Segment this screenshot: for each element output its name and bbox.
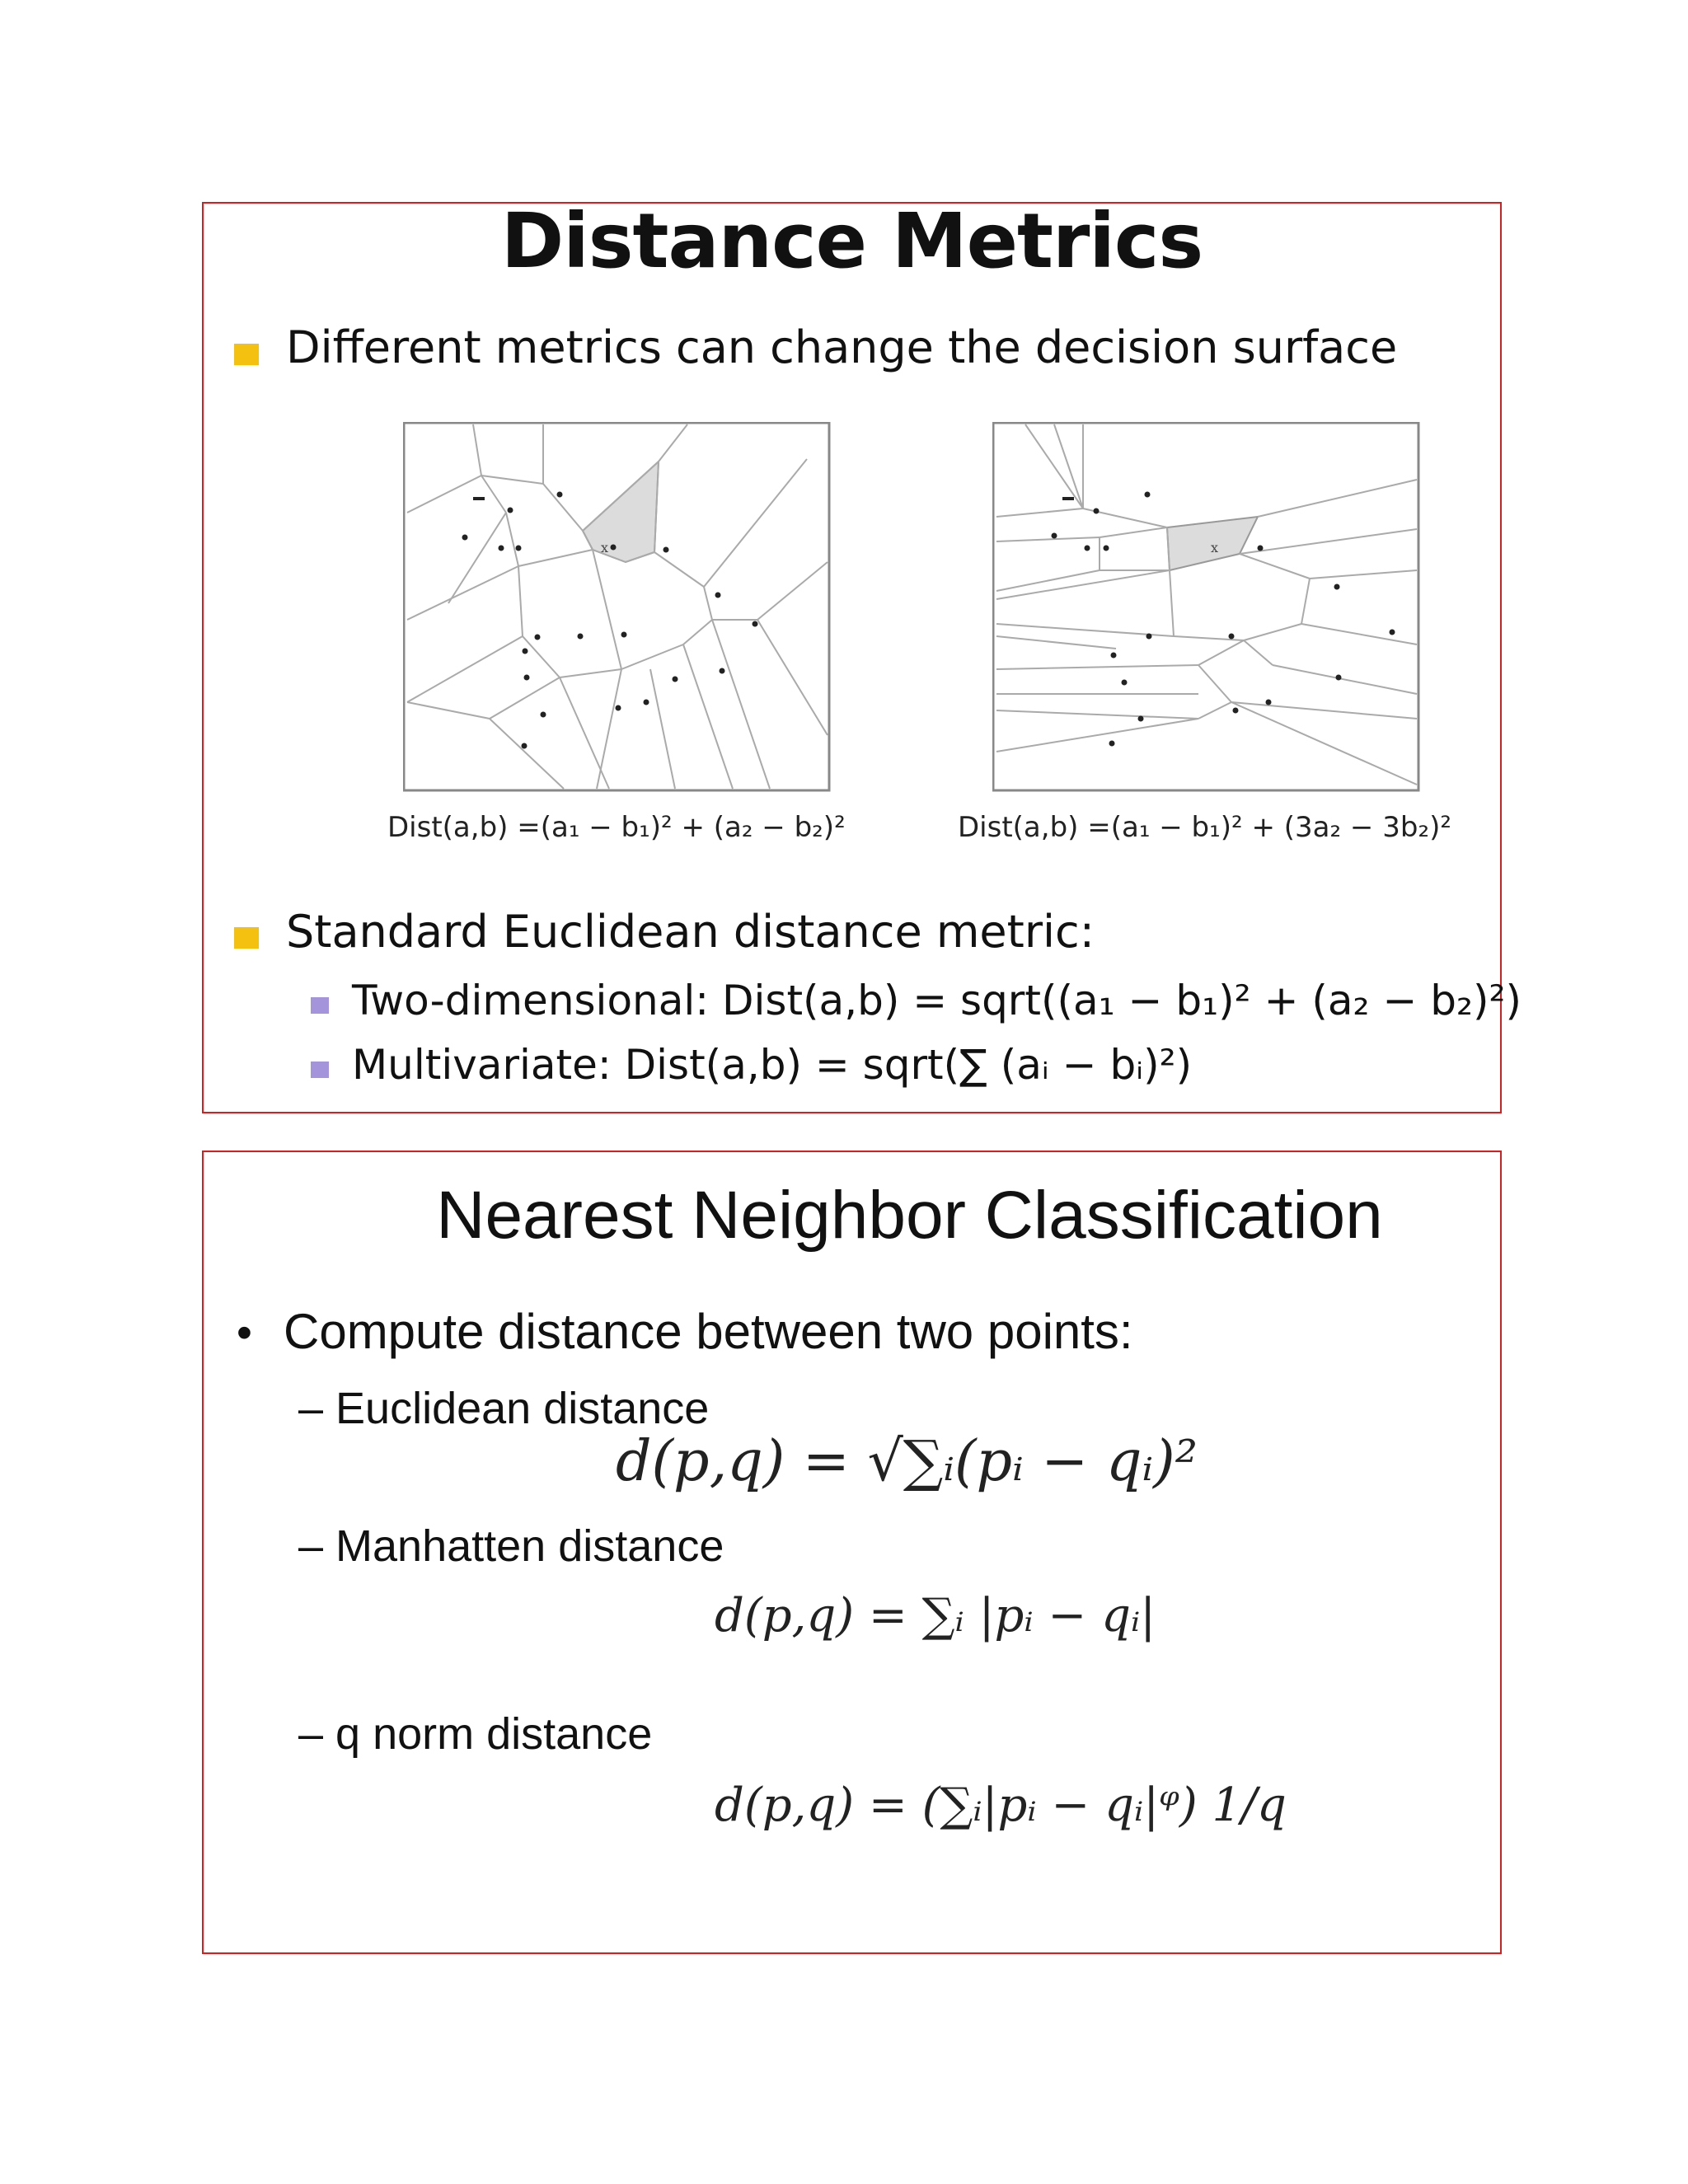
item-label-q-norm: – q norm distance bbox=[298, 1709, 653, 1759]
formula-q-norm: d(p,q) = (∑ᵢ|pᵢ − qᵢ|ᵠ) 1/q bbox=[715, 1779, 1287, 1832]
svg-text:x: x bbox=[601, 540, 609, 555]
sub-bullet-multivariate: Multivariate: Dist(a,b) = sqrt(∑ (aᵢ − bᵢ)²) bbox=[352, 1041, 1193, 1089]
formula-euclidean: d(p,q) = √∑ᵢ(pᵢ − qᵢ)² bbox=[616, 1429, 1198, 1494]
bullet-dot: • bbox=[237, 1308, 252, 1357]
slide-distance-metrics bbox=[202, 197, 1522, 1113]
caption-scaled: Dist(a,b) =(a₁ − b₁)² + (3a₂ − 3b₂)² bbox=[958, 811, 1451, 844]
slide-title: Distance Metrics bbox=[500, 197, 1203, 285]
bullet-marker bbox=[234, 927, 259, 949]
sub-bullet-two-dimensional: Two-dimensional: Dist(a,b) = sqrt((a₁ − b₁)² + (a₂ − b₂)²) bbox=[352, 977, 1522, 1024]
bullet-marker bbox=[234, 344, 259, 365]
voronoi-diagram-euclidean bbox=[403, 422, 832, 793]
bullet-text: Standard Euclidean distance metric: bbox=[286, 906, 1095, 958]
voronoi-diagram-scaled bbox=[992, 422, 1421, 793]
caption-euclidean: Dist(a,b) =(a₁ − b₁)² + (a₂ − b₂)² bbox=[387, 811, 846, 844]
formula-manhattan: d(p,q) = ∑ᵢ |pᵢ − qᵢ| bbox=[715, 1589, 1156, 1643]
slide-title: Nearest Neighbor Classification bbox=[436, 1178, 1383, 1253]
bullet-text: Different metrics can change the decision surface bbox=[286, 321, 1398, 373]
bullet-text: Compute distance between two points: bbox=[284, 1304, 1133, 1359]
svg-text:x: x bbox=[1211, 540, 1219, 555]
slide-nearest-neighbor bbox=[202, 1151, 1502, 1954]
item-label-manhattan: – Manhatten distance bbox=[298, 1521, 724, 1571]
sub-bullet-marker bbox=[311, 1062, 329, 1078]
sub-bullet-marker bbox=[311, 997, 329, 1014]
item-label-euclidean: – Euclidean distance bbox=[298, 1384, 710, 1433]
